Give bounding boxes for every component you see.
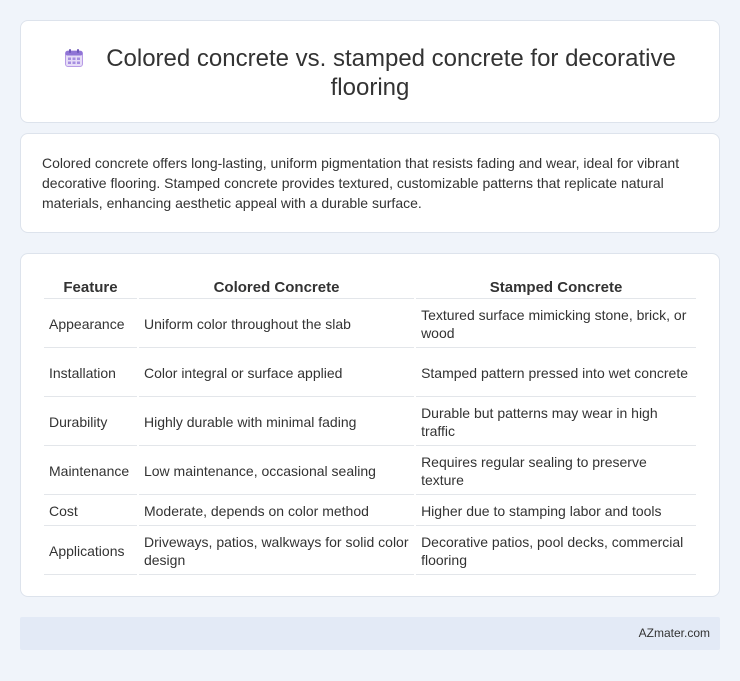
table-row: [44, 497, 696, 526]
stamped-cell: Textured surface mimicking stone, brick, or wood: [416, 301, 696, 348]
header-stamped-concrete: Stamped Concrete: [416, 275, 696, 299]
colored-cell: Color integral or surface applied: [139, 350, 414, 397]
stamped-cell: Decorative patios, pool decks, commercial flooring: [416, 528, 696, 575]
feature-cell: Installation: [44, 350, 137, 397]
feature-cell: Durability: [44, 399, 137, 446]
title-card: [20, 20, 720, 123]
comparison-card: [20, 253, 720, 597]
table-row: [44, 528, 696, 575]
stamped-cell: Requires regular sealing to preserve texture: [416, 448, 696, 495]
table-row: [44, 301, 696, 348]
stamped-cell: Durable but patterns may wear in high traffic: [416, 399, 696, 446]
footer-brand: AZmater.com: [638, 626, 710, 640]
header-feature: Feature: [44, 275, 137, 299]
colored-cell: Low maintenance, occasional sealing: [139, 448, 414, 495]
stamped-cell: Stamped pattern pressed into wet concrete: [416, 350, 696, 397]
colored-cell: Moderate, depends on color method: [139, 497, 414, 526]
comparison-table: [42, 273, 698, 577]
feature-cell: Maintenance: [44, 448, 137, 495]
colored-cell: Highly durable with minimal fading: [139, 399, 414, 446]
summary-card: [20, 133, 720, 233]
table-header-row: [44, 275, 696, 299]
table-row: [44, 350, 696, 397]
colored-cell: Driveways, patios, walkways for solid color design: [139, 528, 414, 575]
colored-cell: Uniform color throughout the slab: [139, 301, 414, 348]
feature-cell: Cost: [44, 497, 137, 526]
feature-cell: Applications: [44, 528, 137, 575]
table-row: [44, 399, 696, 446]
page-title: [21, 44, 719, 102]
header-colored-concrete: Colored Concrete: [139, 275, 414, 299]
summary-text: Colored concrete offers long-lasting, uniform pigmentation that resists fading and wear, ideal for vibrant decorative flooring. Stamped concrete provides textured, customizable patterns that replicate natural materials, enhancing aesthetic appeal with a durable surface.: [42, 155, 680, 211]
page-title-text: Colored concrete vs. stamped concrete for decorative flooring: [106, 45, 676, 101]
calendar-icon: [64, 48, 84, 68]
stamped-cell: Higher due to stamping labor and tools: [416, 497, 696, 526]
table-row: [44, 448, 696, 495]
footer-bar: [20, 617, 720, 650]
feature-cell: Appearance: [44, 301, 137, 348]
